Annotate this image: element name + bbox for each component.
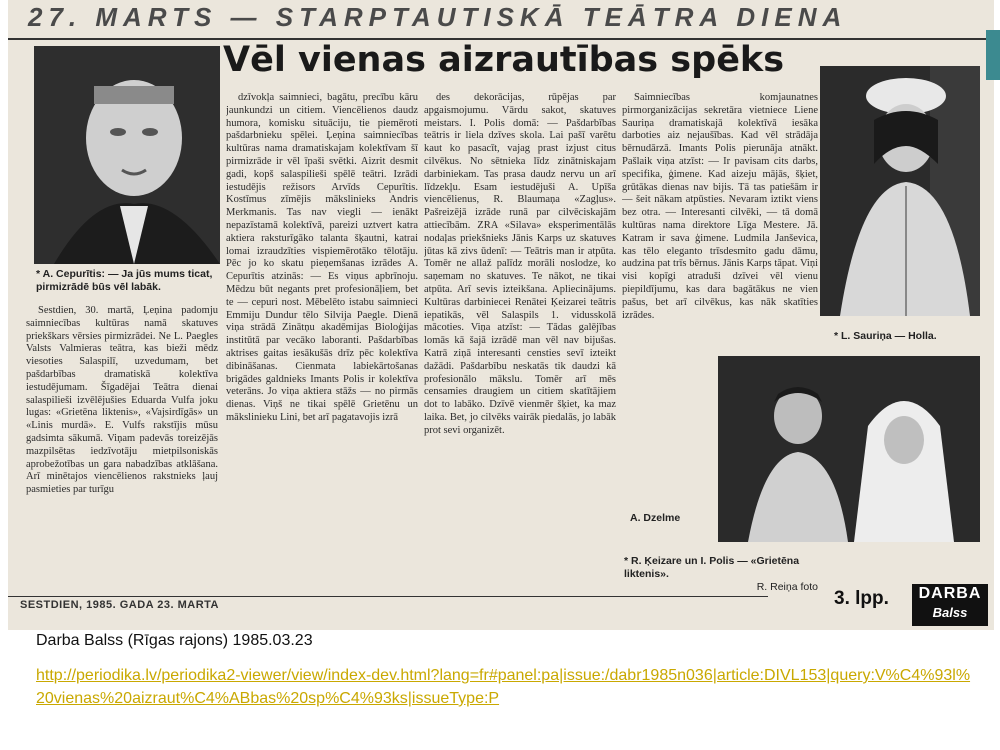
text-column-4 bbox=[622, 92, 818, 346]
slide-corner-tab bbox=[986, 30, 1000, 80]
text-column-2 bbox=[226, 92, 418, 592]
text-column-3 bbox=[424, 92, 616, 592]
caption-dzelme: A. Dzelme bbox=[630, 512, 681, 524]
article-headline: Vēl vienas aizrautības spēks bbox=[223, 40, 785, 80]
header-band bbox=[8, 0, 994, 40]
source-citation: Darba Balss (Rīgas rajons) 1985.03.23 bbox=[36, 632, 313, 649]
issue-date: SESTDIEN, 1985. GADA 23. MARTA bbox=[20, 599, 219, 611]
header-title: 27. MARTS — STARPTAUTISKĀ TEĀTRA DIENA bbox=[28, 2, 848, 32]
footer-rule bbox=[8, 596, 768, 597]
photo-cepuritis bbox=[34, 46, 220, 264]
caption-saurina: * L. Sauriņa — Holla. bbox=[834, 330, 937, 342]
column-4-text: Saimniecības komjaunatnes pirmorganizācijas sekretāra vietniece Liene Sauriņa dramatiskajā kolektīvā iesāka darboties aiz nejaušības. Kad vēl strādāja bērnudārzā. Imants Polis pierunāja atnākt. Pašlaik viņa atzīst: — Ir pavisam cits darbs, specifika, ģimene. Kad aizeju mājās, šķiet, grūtākas dienas nav bijis. Tā tas patiešām ir — šeit nākam atpūsties. Nevaram iztikt viens bez otra. — Interesanti cilvēki, — tā domā kultūras nama direktore Līga Mestere. Jā. Katram ir sava ģimene. Ludmila Janševica, kas tēlo eleganto trīsdesmito gadu dāmu, audzina pat trīs bērnus. Jānis Karps tāpat. Viņi visi kopīgi atraduši dzīvei vēl vienu piepildījumu, kas dara bagātākus ne vien pašus, bet arī cilvēkus, kas nāk skatīties izrādes. bbox=[622, 92, 818, 321]
masthead-line-2: Balss bbox=[932, 605, 968, 620]
page-number: 3. lpp. bbox=[834, 588, 889, 609]
text-column-1 bbox=[26, 305, 218, 591]
masthead-logo bbox=[912, 584, 988, 626]
source-link[interactable]: http://periodika.lv/periodika2-viewer/view/index-dev.html?lang=fr#panel:pa|issue:/dabr1985n036|article:DIVL153|query:V%C4%93l%20vienas%20aizraut%C4%ABbas%20sp%C4%93ks|issueType:P bbox=[36, 667, 971, 707]
newspaper-clipping bbox=[8, 0, 994, 630]
caption-keizare-polis: * R. Ķeizare un I. Polis — «Grietēna liktenis». bbox=[624, 555, 800, 580]
photo-keizare-polis bbox=[718, 356, 980, 542]
column-1-text: Sestdien, 30. martā, Ļeņina padomju saimniecības kultūras namā skatuves priekškars vērsies pirmizrādei. Ne L. Paegles Valsts Valmieras teātra, kas bieži mēdz viesoties Salaspilī, uzvedumam, bet pašdarbības dramatiskā kolektīva iestudējumam. Šīgadējai Teātra dienai salaspilieši izvēlējušies Eduarda Vulfa joku lugas: «Grietēna liktenis», «Vajsirdīgās» un «Linis murdā». E. Vulfs rakstījis mūsu gadsimta sākumā. Viņam padevās toreizējās mazpilsētas iedzīvotāju mietpilsoniskās aprobežotības un gara nabadzības atklāšana. Arī minētajos viencēlienos rakstnieks ļauj pasmieties par turīgu bbox=[26, 305, 218, 496]
photo-credit: R. Reiņa foto bbox=[756, 581, 818, 593]
photo-saurina bbox=[820, 66, 980, 316]
column-3-text: des dekorācijas, rūpējas par apgaismojumu. Vārdu sakot, skatuves meistars. I. Polis domā: — Pašdarbības teātris ir liela dzīves skola. Lai pašī varētu kaut ko pasacīt, vajag prast izjust citus cilvēkus. No sētnieka līdz zinātniskajam darbiniekam. Tas prasa daudz nervu un arī līdzekļu. Esam iestudējuši A. Upīša viencēlienus, R. Blaumaņa «Zagļus». Pašreizējā izrāde runā par cilvēciskajām attiecībām. ZRA «Silava» eksperimentālās nodaļas priekšnieks Jānis Karps uz skatuves jūtas kā zivs ūdenī: — Teātris man ir atpūta. Tomēr ne allaž palīdz morāli noslodze, ko saņemam no skatuves. Te nākot, ne tikai atpūta. Arī sevis izteikšana. Apliecinājums. Kultūras darbiniecei Renātei Ķeizarei teātris iepatikās, vēl Salaspils 1. vidusskolā mācoties. Viņa atzīst: — Tādas galējības lomās kā šajā izrādē man vēl nav bijušas. Katrā ziņā interesanti censties sevī izteikt dažādi. Pašdarbību neskatās tik daudzi kā profesionālo mākslu. Tomēr arī mēs censamies draugiem un citiem skatītājiem dot to labāko. Dzīvē vienmēr šķiet, ka maz laika. Bet, jo cilvēks vairāk piedalās, jo labāk prot sevi organizēt. bbox=[424, 92, 616, 436]
caption-cepuritis: * A. Cepurītis: — Ja jūs mums ticat, pirmizrādē būs vēl labāk. bbox=[36, 268, 213, 293]
masthead-line-1: DARBA bbox=[918, 585, 982, 602]
column-2-text: dzīvokļa saimnieci, bagātu, precību kāru jaunkundzi un citiem. Viencēlienos daudz humora, komisku situāciju, tie piemēroti pašdarbnieku spēlei. Ļeņina saimniecības kultūras nama dramatiskajam kolektīvam šī pirmizrāde ir vēl īpaši svētki. Aizrit desmit gadi, kopš salaspilieši spēlē teātri. Izrādi iestudējis režisors Arvīds Cepurītis. Kostīmus zīmējis mākslinieks Andris Merkmanis. Tas nav viegli — ienākt nepazīstamā kolektīvā, pareizi uztvert katra aktiera raksturīgāko talanta šķautni, katrai lomai izraudzīties vispiemērotāko tēlotāju. Pēc jo ko skatu pieņemšanas izrādes A. Cepurītis atzinās: — Es viņus apbrīnoju. Mēdzu būt negants pret profesionāļiem, bet te — cepuri nost. Mēbelēto istabu saimnieci Emmiju Dundur tēlo Silvija Paegle. Dienā viņa strādā Zinātņu akadēmijas Bioloģijas institūtā par vecāko laboranti. Pašdarbības aktrises gaitas iesākušās drīz pēc kolektīva dibināšanas. Cienmata labiekārtošanas brigādes galdnieks Imants Polis ir kolektīva veterāns. Jo viņa aktiera stāžs — no pirmās dienas. Viņš ne tikai spēlē Grietēnu un mākslinieku Lini, bet arī pagatavojis izrā bbox=[226, 92, 418, 423]
